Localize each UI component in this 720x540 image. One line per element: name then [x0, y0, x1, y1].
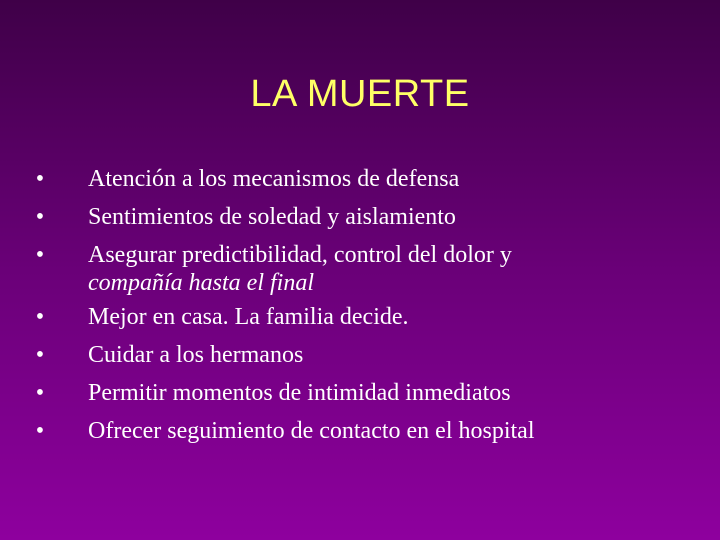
- bullet-text: Asegurar predictibilidad, control del dolor y: [88, 242, 512, 268]
- bullet-text: Mejor en casa. La familia decide.: [88, 304, 409, 330]
- bullet-dot-icon: •: [35, 380, 45, 406]
- bullet-item: [30, 236, 690, 298]
- bullet-item: [30, 412, 690, 450]
- bullet-dot-icon: •: [35, 304, 45, 330]
- bullet-item: [30, 298, 690, 336]
- bullet-text: Atención a los mecanismos de defensa: [88, 166, 460, 192]
- bullet-text: Sentimientos de soledad y aislamiento: [88, 204, 456, 230]
- bullet-continuation-text: compañía hasta el final: [88, 270, 314, 296]
- bullet-text: Permitir momentos de intimidad inmediatos: [88, 380, 511, 406]
- bullet-dot-icon: •: [35, 418, 45, 444]
- bullet-text: Ofrecer seguimiento de contacto en el hospital: [88, 418, 535, 444]
- bullet-item: [30, 336, 690, 374]
- bullet-text: Cuidar a los hermanos: [88, 342, 304, 368]
- bullet-dot-icon: •: [35, 342, 45, 368]
- bullet-item: [30, 160, 690, 198]
- bullet-list: [30, 160, 690, 450]
- bullet-item: [30, 374, 690, 412]
- bullet-item: [30, 198, 690, 236]
- bullet-dot-icon: •: [35, 242, 45, 268]
- slide-title: LA MUERTE: [250, 73, 470, 115]
- bullet-dot-icon: •: [35, 166, 45, 192]
- bullet-dot-icon: •: [35, 204, 45, 230]
